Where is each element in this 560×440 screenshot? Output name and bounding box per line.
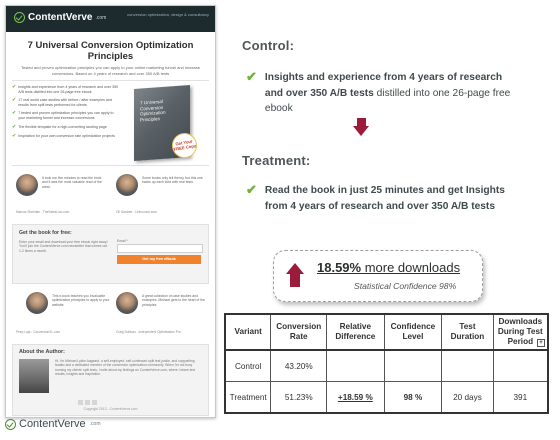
table-cell: 391 bbox=[493, 382, 548, 414]
testimonial-name: Craig Sullivan - Independent Optimisation Pro bbox=[116, 330, 181, 334]
checkmark-icon: ✔ bbox=[246, 69, 257, 84]
list-item: ✔ Inspiration for your own conversion rate optimization projects bbox=[12, 132, 115, 139]
landing-page-title: 7 Universal Conversion Optimization Principles bbox=[27, 40, 194, 62]
control-label: Control: bbox=[242, 38, 295, 53]
testimonial-quote: This e-book teaches you invaluable optimization principles to apply to your website. bbox=[52, 294, 110, 307]
logo-suffix: .com bbox=[95, 14, 107, 21]
checkmark-icon: ✔ bbox=[12, 110, 17, 117]
treatment-headline bbox=[246, 183, 512, 214]
checkmark-icon: ✔ bbox=[12, 123, 17, 130]
column-header: Confidence Level bbox=[384, 314, 442, 350]
plus-box-icon[interactable]: + bbox=[537, 339, 545, 347]
checkmark-icon: ✔ bbox=[12, 97, 17, 104]
table-row bbox=[225, 350, 548, 382]
avatar bbox=[116, 174, 138, 196]
share-icon[interactable] bbox=[78, 400, 83, 405]
list-item: ✔ Insights and experience from 4 years of research and over 350 A/B tests distilled into one 26-page free ebook bbox=[12, 84, 119, 94]
list-item: ✔ 17 real world case studies with before / after examples and results from split tests performed for clients bbox=[12, 97, 112, 107]
testimonial-quote: Some books only tell theory, but this one backs up each idea with real tests. bbox=[142, 176, 203, 185]
testimonials-row-1 bbox=[12, 170, 209, 220]
checkmark-logo-icon bbox=[14, 12, 25, 23]
about-heading: About the Author: bbox=[19, 349, 65, 355]
free-copy-badge: Get Your FREE Copy bbox=[170, 131, 199, 160]
testimonial-name: Oli Gardner - Unbounce.com bbox=[116, 210, 157, 214]
checkmark-logo-icon bbox=[5, 419, 16, 430]
testimonials-row-2 bbox=[12, 288, 209, 340]
control-text: Insights and experience from 4 years of research and over 350 A/B tests distilled into one 26-page free ebook bbox=[264, 72, 511, 114]
avatar bbox=[16, 174, 38, 196]
treatment-text: Read the book in just 25 minutes and get Insights from 4 years of research and over 350 A/B tests bbox=[264, 185, 505, 212]
landing-page-screenshot bbox=[5, 5, 216, 418]
arrow-down-icon bbox=[353, 118, 370, 137]
email-field[interactable] bbox=[117, 244, 203, 253]
author-photo bbox=[19, 359, 49, 393]
social-share-buttons bbox=[78, 400, 97, 405]
table-cell bbox=[442, 350, 493, 382]
table-cell bbox=[493, 350, 548, 382]
results-table bbox=[224, 313, 549, 414]
table-header-row bbox=[225, 314, 548, 350]
testimonial-name: Marcus Sheridan - TheSalesLion.com bbox=[16, 210, 70, 214]
statistical-confidence: Statistical Confidence 98% bbox=[354, 281, 457, 291]
landing-page-logo bbox=[14, 12, 106, 23]
table-cell: 20 days bbox=[442, 382, 493, 414]
column-header: Downloads During Test Period + bbox=[493, 314, 548, 350]
landing-page-header bbox=[6, 6, 215, 32]
form-heading: Get the book for free: bbox=[19, 230, 72, 236]
list-item: ✔ 7 tested and proven optimization principles you can apply to your marketing funnel and increase conversions bbox=[12, 110, 114, 120]
ebook-cover-title: 7 Universal Conversion Optimization Principles bbox=[140, 98, 166, 123]
landing-page-tagline: conversion optimization, design & consultancy bbox=[127, 12, 209, 17]
result-callout bbox=[273, 250, 483, 302]
checkmark-icon: ✔ bbox=[246, 182, 257, 197]
footer-logo-text: ContentVerve bbox=[19, 418, 86, 430]
about-text: Hi, I'm Michael Lykke Aagaard, a self-employed, self-confessed split test junkie, and copywriting fanatic and a dedicated member of the conversion optimization community. When I'm not busy running my clients' split tests, I write about my findings on ContentVerve.com, where I share test results, insights and inspiration. bbox=[55, 359, 195, 376]
column-header: Conversion Rate bbox=[271, 314, 327, 350]
avatar bbox=[116, 292, 138, 314]
logo-text: ContentVerve bbox=[28, 12, 93, 23]
get-ebook-button[interactable]: Get my free eBook bbox=[117, 255, 201, 264]
table-cell: +18.59 % bbox=[327, 382, 384, 414]
table-cell: Treatment bbox=[225, 382, 271, 414]
column-header: Test Duration bbox=[442, 314, 493, 350]
treatment-label: Treatment: bbox=[242, 153, 311, 168]
checkmark-icon: ✔ bbox=[12, 84, 17, 90]
email-label: Email * bbox=[117, 239, 128, 243]
divider bbox=[12, 165, 209, 166]
table-row bbox=[225, 382, 548, 414]
testimonial-quote: It took me five minutes to read the book and it was the most valuable read of the week. bbox=[42, 176, 102, 189]
table-cell: 98 % bbox=[384, 382, 442, 414]
footer-logo bbox=[5, 418, 101, 430]
list-item: ✔ The flexible template for a high-converting landing page bbox=[12, 123, 107, 130]
about-author-section bbox=[12, 344, 209, 416]
bullet-list bbox=[12, 85, 120, 143]
landing-page-hero bbox=[12, 85, 209, 163]
result-headline: 18.59% more downloads bbox=[317, 260, 461, 275]
landing-page-intro: Tested and proven optimization principles you can apply to your online marketing funnel and increase conversions. Based on 4 years of research and over 350 A/B tests bbox=[21, 65, 200, 76]
divider bbox=[12, 80, 209, 81]
testimonial-name: Peep Laja - ConversionXL.com bbox=[16, 330, 61, 334]
column-header: Variant bbox=[225, 314, 271, 350]
table-cell: 51.23% bbox=[271, 382, 327, 414]
share-icon[interactable] bbox=[92, 400, 97, 405]
signup-form bbox=[12, 224, 209, 284]
checkmark-icon: ✔ bbox=[12, 132, 17, 139]
share-icon[interactable] bbox=[85, 400, 90, 405]
table-cell bbox=[384, 350, 442, 382]
form-description: Enter your email and download your free ebook right away! You'll join the ContentVerve.com newsletter that comes out 1-2 times a month. bbox=[19, 240, 108, 253]
table-cell: 43.20% bbox=[271, 350, 327, 382]
landing-page-footer: Copyright 2013 - ContentVerve.com bbox=[83, 407, 138, 411]
testimonial-quote: A great collection of case studies and examples. Michael gets to the heart of the principles. bbox=[142, 294, 205, 307]
avatar bbox=[26, 292, 48, 314]
column-header: Relative Difference bbox=[327, 314, 384, 350]
control-headline bbox=[246, 70, 512, 117]
footer-logo-suffix: .com bbox=[89, 421, 101, 427]
table-cell: Control bbox=[225, 350, 271, 382]
arrow-up-icon bbox=[286, 263, 304, 287]
table-cell bbox=[327, 350, 384, 382]
